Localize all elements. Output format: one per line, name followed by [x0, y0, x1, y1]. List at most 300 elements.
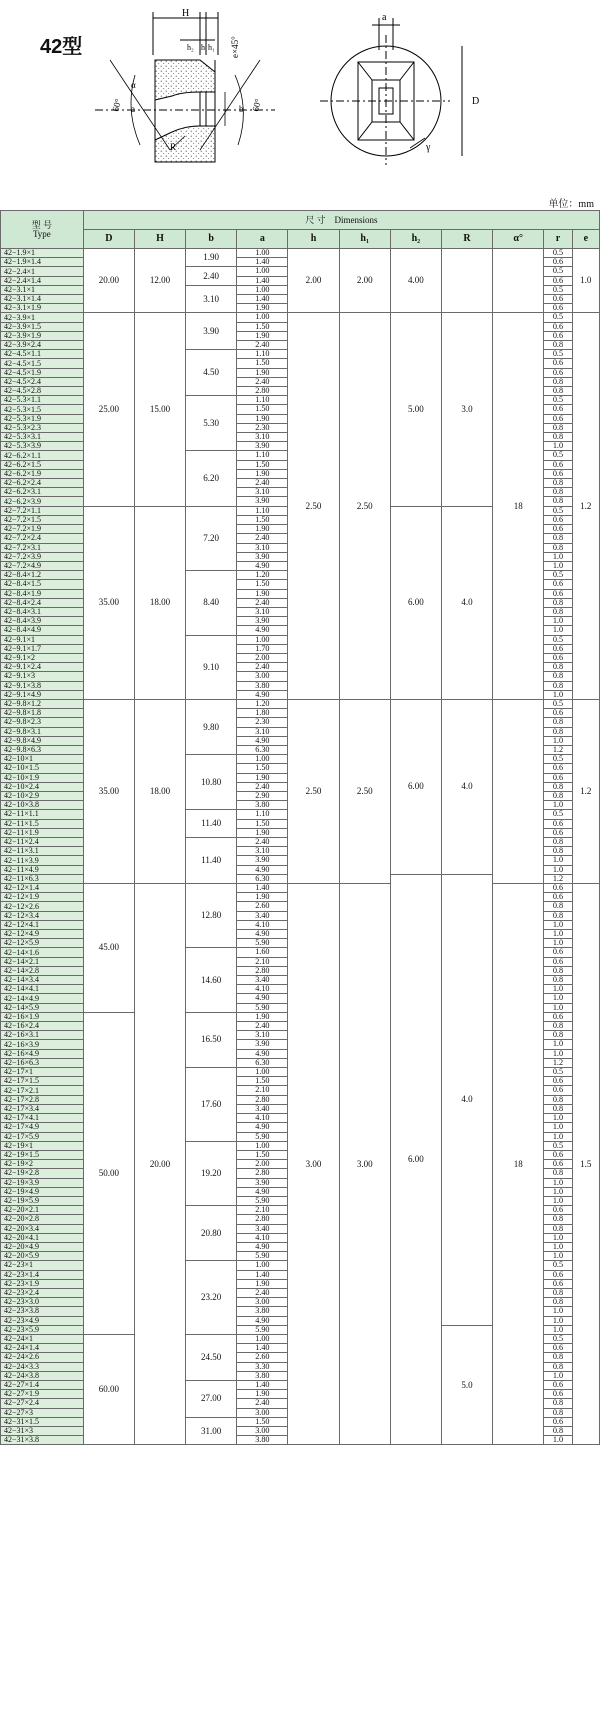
a-cell: 2.00 [237, 1160, 288, 1169]
label-angle-left: 60° [110, 97, 124, 113]
type-cell: 42−7.2×1.5 [1, 515, 84, 524]
r-cell: 0.8 [544, 1215, 572, 1224]
a-cell: 4.90 [237, 561, 288, 570]
a-cell: 3.80 [237, 681, 288, 690]
r-cell: 0.8 [544, 1288, 572, 1297]
a-cell: 1.00 [237, 267, 288, 276]
section-view [95, 12, 275, 162]
a-cell: 4.90 [237, 1242, 288, 1251]
type-cell: 42−23×4.9 [1, 1316, 84, 1325]
a-cell: 4.90 [237, 1316, 288, 1325]
label-h2: h₂ [187, 43, 194, 52]
a-cell: 1.00 [237, 1141, 288, 1150]
type-cell: 42−9.8×4.9 [1, 736, 84, 745]
r-cell: 1.0 [544, 865, 572, 874]
type-cell: 42−11×4.9 [1, 865, 84, 874]
a-cell: 1.50 [237, 819, 288, 828]
r-cell: 0.6 [544, 709, 572, 718]
front-view [320, 18, 462, 165]
R-cell: 4.0 [441, 874, 492, 1325]
type-cell: 42−7.2×4.9 [1, 561, 84, 570]
r-cell: 0.6 [544, 1086, 572, 1095]
r-cell: 1.0 [544, 930, 572, 939]
type-cell: 42−23×1.9 [1, 1279, 84, 1288]
type-cell: 42−27×1.9 [1, 1390, 84, 1399]
a-cell: 1.50 [237, 405, 288, 414]
r-cell: 0.6 [544, 525, 572, 534]
type-cell: 42−19×5.9 [1, 1196, 84, 1205]
r-cell: 0.8 [544, 534, 572, 543]
a-cell: 2.40 [237, 1288, 288, 1297]
H-cell: 18.00 [134, 506, 185, 699]
r-cell: 0.5 [544, 451, 572, 460]
type-cell: 42−3.9×1 [1, 313, 84, 322]
a-cell: 1.90 [237, 1390, 288, 1399]
a-cell: 3.40 [237, 1104, 288, 1113]
r-cell: 0.6 [544, 1012, 572, 1021]
r-cell: 0.8 [544, 1399, 572, 1408]
a-cell: 5.90 [237, 1132, 288, 1141]
a-cell: 4.10 [237, 985, 288, 994]
type-cell: 42−31×1.5 [1, 1417, 84, 1426]
r-cell: 0.6 [544, 773, 572, 782]
r-cell: 1.0 [544, 1316, 572, 1325]
r-cell: 0.8 [544, 838, 572, 847]
a-cell: 4.90 [237, 736, 288, 745]
b-cell: 8.40 [186, 571, 237, 635]
type-cell: 42−19×1.5 [1, 1150, 84, 1159]
type-cell: 42−8.4×4.9 [1, 626, 84, 635]
r-cell: 0.8 [544, 607, 572, 616]
type-cell: 42−6.2×1.9 [1, 469, 84, 478]
a-cell: 1.50 [237, 322, 288, 331]
r-cell: 0.6 [544, 1344, 572, 1353]
unit-label: 单位：mm [548, 199, 594, 210]
r-cell: 1.0 [544, 552, 572, 561]
a-cell: 2.90 [237, 791, 288, 800]
type-cell: 42−14×1.6 [1, 948, 84, 957]
r-cell: 0.8 [544, 1353, 572, 1362]
type-cell: 42−7.2×2.4 [1, 534, 84, 543]
a-cell: 3.90 [237, 856, 288, 865]
type-cell: 42−23×3.0 [1, 1298, 84, 1307]
a-cell: 2.60 [237, 902, 288, 911]
type-cell: 42−5.3×3.9 [1, 442, 84, 451]
type-cell: 42−11×3.1 [1, 847, 84, 856]
a-cell: 1.00 [237, 285, 288, 294]
label-H: H [182, 8, 190, 19]
type-cell: 42−14×4.1 [1, 985, 84, 994]
D-cell: 45.00 [83, 884, 134, 1013]
b-cell: 16.50 [186, 1012, 237, 1067]
a-cell: 1.90 [237, 1279, 288, 1288]
dimensions-header: 尺 寸 Dimensions [83, 211, 599, 230]
type-cell: 42−14×2.1 [1, 957, 84, 966]
r-cell: 0.5 [544, 506, 572, 515]
type-cell: 42−19×4.9 [1, 1187, 84, 1196]
r-cell: 1.0 [544, 1371, 572, 1380]
r-cell: 0.8 [544, 1408, 572, 1417]
a-cell: 1.50 [237, 1417, 288, 1426]
b-cell: 11.40 [186, 838, 237, 884]
type-cell: 42−3.1×1.4 [1, 295, 84, 304]
R-cell: 3.0 [441, 313, 492, 506]
type-cell: 42−16×3.1 [1, 1031, 84, 1040]
type-cell: 42−3.1×1 [1, 285, 84, 294]
r-cell: 1.0 [544, 856, 572, 865]
a-cell: 1.50 [237, 359, 288, 368]
type-cell: 42−9.8×1.8 [1, 709, 84, 718]
alpha-cell [493, 699, 544, 883]
a-cell: 2.10 [237, 1086, 288, 1095]
type-cell: 42−8.4×1.9 [1, 589, 84, 598]
type-cell: 42−11×3.9 [1, 856, 84, 865]
label-h: h [201, 43, 205, 52]
a-cell: 1.50 [237, 764, 288, 773]
a-cell: 4.90 [237, 690, 288, 699]
type-cell: 42−8.4×1.2 [1, 571, 84, 580]
r-cell: 1.0 [544, 1123, 572, 1132]
r-cell: 0.5 [544, 267, 572, 276]
type-cell: 42−2.4×1 [1, 267, 84, 276]
a-cell: 1.10 [237, 451, 288, 460]
R-cell: 4.0 [441, 506, 492, 699]
label-gamma: γ [426, 142, 431, 153]
table-row [1, 884, 600, 893]
R-cell: 5.0 [441, 1325, 492, 1445]
r-cell: 1.0 [544, 1132, 572, 1141]
a-cell: 2.80 [237, 1095, 288, 1104]
column-header: e [572, 230, 599, 249]
type-cell: 42−2.4×1.4 [1, 276, 84, 285]
type-cell: 42−9.1×2.4 [1, 663, 84, 672]
type-cell: 42−12×4.1 [1, 920, 84, 929]
a-cell: 1.90 [237, 589, 288, 598]
a-cell: 3.10 [237, 847, 288, 856]
H-cell: 20.00 [134, 884, 185, 1445]
a-cell: 5.90 [237, 939, 288, 948]
r-cell: 0.8 [544, 423, 572, 432]
a-cell: 5.90 [237, 1196, 288, 1205]
a-cell: 2.40 [237, 838, 288, 847]
type-cell: 42−14×2.8 [1, 966, 84, 975]
column-header: r [544, 230, 572, 249]
a-cell: 2.80 [237, 387, 288, 396]
type-cell: 42−10×1.9 [1, 773, 84, 782]
D-cell: 50.00 [83, 1012, 134, 1334]
type-cell: 42−4.5×1.9 [1, 368, 84, 377]
r-cell: 0.6 [544, 819, 572, 828]
a-cell: 1.90 [237, 525, 288, 534]
r-cell: 1.0 [544, 1233, 572, 1242]
r-cell: 0.8 [544, 433, 572, 442]
r-cell: 0.5 [544, 635, 572, 644]
type-cell: 42−31×3.8 [1, 1436, 84, 1445]
a-cell: 3.00 [237, 672, 288, 681]
type-cell: 42−17×5.9 [1, 1132, 84, 1141]
a-cell: 1.60 [237, 948, 288, 957]
r-cell: 1.0 [544, 1252, 572, 1261]
type-cell: 42−24×3.8 [1, 1371, 84, 1380]
r-cell: 0.8 [544, 1022, 572, 1031]
type-cell: 42−3.9×1.5 [1, 322, 84, 331]
r-cell: 1.0 [544, 801, 572, 810]
r-cell: 0.5 [544, 249, 572, 258]
type-cell: 42−5.3×3.1 [1, 433, 84, 442]
type-cell: 42−1.9×1.4 [1, 258, 84, 267]
type-cell: 42−24×1 [1, 1334, 84, 1343]
a-cell: 1.50 [237, 1150, 288, 1159]
a-cell: 3.00 [237, 1427, 288, 1436]
a-cell: 4.90 [237, 1049, 288, 1058]
type-cell: 42−5.3×2.3 [1, 423, 84, 432]
label-h1: h₁ [208, 43, 215, 52]
type-cell: 42−12×2.6 [1, 902, 84, 911]
a-cell: 3.10 [237, 607, 288, 616]
a-cell: 1.40 [237, 884, 288, 893]
r-cell: 1.0 [544, 994, 572, 1003]
table-row [1, 699, 600, 708]
type-cell: 42−5.3×1.9 [1, 414, 84, 423]
type-cell: 42−24×1.4 [1, 1344, 84, 1353]
type-cell: 42−14×5.9 [1, 1003, 84, 1012]
h-cell: 2.00 [288, 249, 339, 313]
type-cell: 42−20×3.4 [1, 1224, 84, 1233]
type-cell: 42−9.1×3.8 [1, 681, 84, 690]
r-cell: 0.8 [544, 847, 572, 856]
a-cell: 1.50 [237, 1077, 288, 1086]
r-cell: 0.6 [544, 295, 572, 304]
r-cell: 0.6 [544, 469, 572, 478]
a-cell: 2.80 [237, 1215, 288, 1224]
a-cell: 3.10 [237, 1031, 288, 1040]
a-cell: 1.90 [237, 1012, 288, 1021]
spec-table-body [1, 249, 600, 1445]
a-cell: 3.90 [237, 497, 288, 506]
a-cell: 1.40 [237, 276, 288, 285]
r-cell: 0.6 [544, 1380, 572, 1389]
D-cell: 60.00 [83, 1334, 134, 1444]
r-cell: 1.0 [544, 561, 572, 570]
alpha-cell: 18 [493, 884, 544, 1445]
a-cell: 6.30 [237, 1058, 288, 1067]
H-cell: 12.00 [134, 249, 185, 313]
alpha-cell [493, 249, 544, 313]
a-cell: 2.30 [237, 423, 288, 432]
a-cell: 1.40 [237, 1380, 288, 1389]
type-cell: 42−23×1.4 [1, 1270, 84, 1279]
a-cell: 5.90 [237, 1003, 288, 1012]
r-cell: 1.0 [544, 1114, 572, 1123]
a-cell: 4.10 [237, 920, 288, 929]
column-header-row [1, 230, 600, 249]
r-cell: 0.5 [544, 1261, 572, 1270]
type-cell: 42−4.5×2.4 [1, 377, 84, 386]
h-cell: 3.00 [288, 884, 339, 1445]
a-cell: 4.10 [237, 1114, 288, 1123]
type-cell: 42−6.2×1.1 [1, 451, 84, 460]
b-cell: 27.00 [186, 1380, 237, 1417]
r-cell: 0.5 [544, 396, 572, 405]
r-cell: 1.0 [544, 985, 572, 994]
a-cell: 1.90 [237, 893, 288, 902]
r-cell: 0.6 [544, 1270, 572, 1279]
type-cell: 42−16×6.3 [1, 1058, 84, 1067]
type-cell: 42−20×2.1 [1, 1206, 84, 1215]
a-cell: 1.50 [237, 460, 288, 469]
a-cell: 4.90 [237, 930, 288, 939]
type-cell: 42−8.4×2.4 [1, 598, 84, 607]
r-cell: 0.8 [544, 387, 572, 396]
type-cell: 42−4.5×2.8 [1, 387, 84, 396]
a-cell: 2.40 [237, 479, 288, 488]
a-cell: 1.40 [237, 1270, 288, 1279]
r-cell: 1.0 [544, 1187, 572, 1196]
column-header: h [288, 230, 339, 249]
a-cell: 1.90 [237, 304, 288, 313]
type-cell: 42−11×2.4 [1, 838, 84, 847]
type-cell: 42−11×1.9 [1, 828, 84, 837]
type-cell: 42−10×2.4 [1, 782, 84, 791]
a-cell: 1.20 [237, 699, 288, 708]
e-cell: 1.2 [572, 699, 599, 883]
r-cell: 0.8 [544, 672, 572, 681]
column-header: H [134, 230, 185, 249]
a-cell: 1.90 [237, 469, 288, 478]
a-cell: 1.50 [237, 580, 288, 589]
r-cell: 0.5 [544, 350, 572, 359]
type-cell: 42−31×3 [1, 1427, 84, 1436]
r-cell: 0.6 [544, 405, 572, 414]
r-cell: 0.8 [544, 976, 572, 985]
r-cell: 1.0 [544, 939, 572, 948]
type-cell: 42−27×3 [1, 1408, 84, 1417]
a-cell: 3.90 [237, 1178, 288, 1187]
a-cell: 1.50 [237, 515, 288, 524]
type-cell: 42−9.1×1 [1, 635, 84, 644]
D-cell: 35.00 [83, 699, 134, 883]
type-cell: 42−3.9×2.4 [1, 341, 84, 350]
a-cell: 2.10 [237, 1206, 288, 1215]
type-cell: 42−10×1 [1, 755, 84, 764]
a-cell: 1.00 [237, 1261, 288, 1270]
label-angle-right: 60° [250, 97, 264, 113]
column-header: b [186, 230, 237, 249]
r-cell: 0.8 [544, 791, 572, 800]
a-cell: 4.90 [237, 994, 288, 1003]
type-cell: 42−11×1.5 [1, 819, 84, 828]
r-cell: 0.6 [544, 1160, 572, 1169]
r-cell: 0.6 [544, 828, 572, 837]
a-cell: 2.00 [237, 653, 288, 662]
type-cell: 42−9.8×3.1 [1, 727, 84, 736]
a-cell: 1.40 [237, 258, 288, 267]
r-cell: 0.8 [544, 1031, 572, 1040]
a-cell: 2.80 [237, 966, 288, 975]
type-cell: 42−9.1×2 [1, 653, 84, 662]
type-cell: 42−20×4.1 [1, 1233, 84, 1242]
type-cell: 42−16×2.4 [1, 1022, 84, 1031]
label-R: R [170, 142, 177, 152]
r-cell: 1.0 [544, 1325, 572, 1334]
r-cell: 1.0 [544, 1436, 572, 1445]
r-cell: 1.0 [544, 1049, 572, 1058]
r-cell: 0.6 [544, 1077, 572, 1086]
r-cell: 0.6 [544, 957, 572, 966]
a-cell: 6.30 [237, 745, 288, 754]
b-cell: 4.50 [186, 350, 237, 396]
label-alpha: α [131, 80, 136, 90]
type-cell: 42−6.2×3.9 [1, 497, 84, 506]
type-cell: 42−9.1×1.7 [1, 644, 84, 653]
a-cell: 1.90 [237, 414, 288, 423]
r-cell: 0.8 [544, 1427, 572, 1436]
type-cell: 42−19×1 [1, 1141, 84, 1150]
a-cell: 3.40 [237, 911, 288, 920]
r-cell: 0.8 [544, 543, 572, 552]
r-cell: 0.5 [544, 1141, 572, 1150]
column-header: α° [493, 230, 544, 249]
e-cell: 1.5 [572, 884, 599, 1445]
page-title: 42型 [40, 36, 83, 58]
a-cell: 3.30 [237, 1362, 288, 1371]
R-cell: 4.0 [441, 699, 492, 874]
a-cell: 1.90 [237, 331, 288, 340]
b-cell: 7.20 [186, 506, 237, 570]
type-cell: 42−3.9×1.9 [1, 331, 84, 340]
r-cell: 0.6 [544, 359, 572, 368]
a-cell: 1.00 [237, 755, 288, 764]
b-cell: 12.80 [186, 884, 237, 948]
a-cell: 3.80 [237, 1307, 288, 1316]
type-cell: 42−24×2.6 [1, 1353, 84, 1362]
h-cell: 2.50 [288, 313, 339, 700]
b-cell: 9.80 [186, 699, 237, 754]
b-cell: 5.30 [186, 396, 237, 451]
b-cell: 3.10 [186, 285, 237, 313]
type-cell: 42−7.2×1.1 [1, 506, 84, 515]
a-cell: 2.40 [237, 1022, 288, 1031]
type-cell: 42−14×3.4 [1, 976, 84, 985]
type-cell: 42−5.3×1.5 [1, 405, 84, 414]
type-cell: 42−12×1.4 [1, 884, 84, 893]
a-cell: 3.90 [237, 552, 288, 561]
type-cell: 42−16×3.9 [1, 1040, 84, 1049]
r-cell: 0.6 [544, 589, 572, 598]
r-cell: 0.8 [544, 1095, 572, 1104]
r-cell: 0.5 [544, 755, 572, 764]
r-cell: 0.6 [544, 1417, 572, 1426]
r-cell: 0.8 [544, 497, 572, 506]
a-cell: 3.00 [237, 1408, 288, 1417]
a-cell: 2.10 [237, 957, 288, 966]
h1-cell: 2.50 [339, 699, 390, 883]
a-cell: 2.30 [237, 718, 288, 727]
wheel-drawing [0, 0, 600, 190]
r-cell: 0.6 [544, 653, 572, 662]
type-cell: 42−4.5×1.5 [1, 359, 84, 368]
a-cell: 1.10 [237, 350, 288, 359]
a-cell: 2.40 [237, 598, 288, 607]
type-cell: 42−23×5.9 [1, 1325, 84, 1334]
b-cell: 14.60 [186, 948, 237, 1012]
type-cell: 42−17×4.1 [1, 1114, 84, 1123]
b-cell: 3.90 [186, 313, 237, 350]
a-cell: 1.00 [237, 313, 288, 322]
type-cell: 42−23×3.8 [1, 1307, 84, 1316]
r-cell: 0.6 [544, 258, 572, 267]
type-cell: 42−10×3.8 [1, 801, 84, 810]
